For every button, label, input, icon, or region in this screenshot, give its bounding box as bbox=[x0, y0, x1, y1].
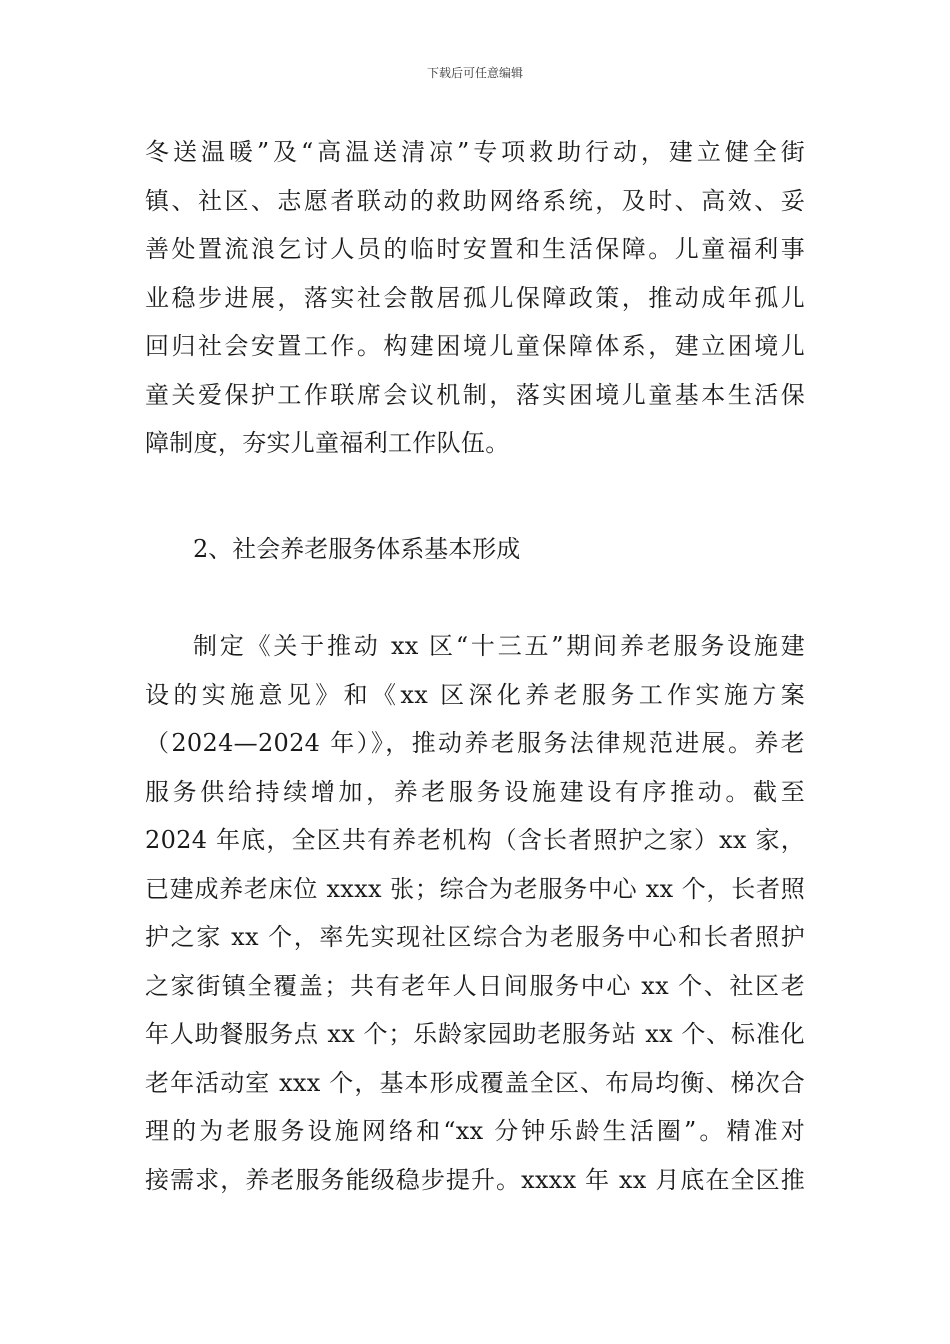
paragraph-line: 接需求，养老服务能级稳步提升。xxxx 年 xx 月底在全区推 bbox=[145, 1165, 805, 1194]
paragraph-line: 善处置流浪乞讨人员的临时安置和生活保障。儿童福利事 bbox=[145, 235, 805, 263]
paragraph-line: 老年活动室 xxx 个，基本形成覆盖全区、布局均衡、梯次合 bbox=[145, 1068, 805, 1097]
paragraph-line: 回归社会安置工作。构建困境儿童保障体系，建立困境儿 bbox=[145, 332, 805, 360]
paragraph-line: 理的为老服务设施网络和“xx 分钟乐龄生活圈”。精准对 bbox=[145, 1117, 805, 1145]
paragraph-line: 制定《关于推动 xx 区“十三五”期间养老服务设施建 bbox=[193, 632, 805, 660]
paragraph-line: 童关爱保护工作联席会议机制，落实困境儿童基本生活保 bbox=[145, 380, 805, 409]
section-heading: 2、社会养老服务体系基本形成 bbox=[193, 535, 521, 563]
paragraph-line: 设的实施意见》和《xx 区深化养老服务工作实施方案 bbox=[145, 680, 805, 709]
page-header: 下载后可任意编辑 bbox=[426, 66, 523, 80]
paragraph-line: 冬送温暖”及“高温送清凉”专项救助行动，建立健全街 bbox=[145, 138, 805, 166]
paragraph-line: （2024—2024 年）》，推动养老服务法律规范进展。养老 bbox=[145, 729, 805, 757]
paragraph-line: 业稳步进展，落实社会散居孤儿保障政策，推动成年孤儿 bbox=[145, 283, 805, 312]
paragraph-line: 之家街镇全覆盖；共有老年人日间服务中心 xx 个、社区老 bbox=[145, 971, 805, 1000]
paragraph-elderly-care bbox=[145, 622, 805, 1204]
paragraph-line: 服务供给持续增加，养老服务设施建设有序推动。截至 bbox=[145, 777, 805, 806]
paragraph-line: 镇、社区、志愿者联动的救助网络系统，及时、高效、妥 bbox=[145, 186, 805, 215]
paragraph-line: 2024 年底，全区共有养老机构（含长者照护之家）xx 家， bbox=[145, 826, 805, 854]
paragraph-line: 障制度，夯实儿童福利工作队伍。 bbox=[145, 429, 510, 457]
paragraph-welfare bbox=[145, 128, 805, 468]
paragraph-line: 年人助餐服务点 xx 个；乐龄家园助老服务站 xx 个、标准化 bbox=[145, 1020, 805, 1048]
paragraph-line: 护之家 xx 个，率先实现社区综合为老服务中心和长者照护 bbox=[145, 923, 805, 951]
paragraph-line: 已建成养老床位 xxxx 张；综合为老服务中心 xx 个，长者照 bbox=[145, 874, 805, 903]
